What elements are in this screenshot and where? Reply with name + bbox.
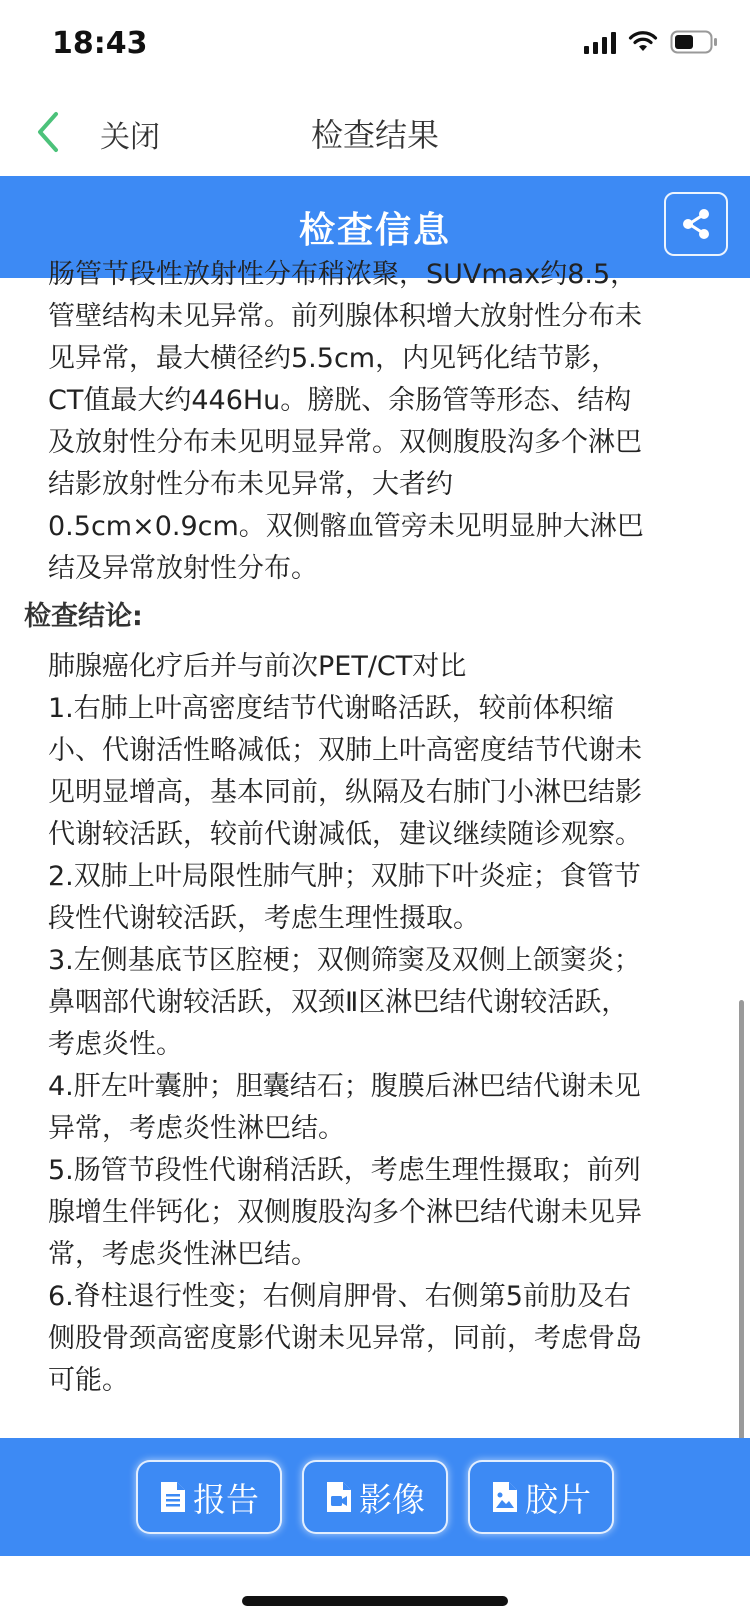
findings-line: 结影放射性分布未见异常，大者约 xyxy=(48,469,453,500)
cellular-signal-icon xyxy=(584,30,616,54)
conclusion-line: 1.右肺上叶高密度结节代谢略活跃，较前体积缩 xyxy=(48,693,614,724)
navigation-bar xyxy=(0,90,750,176)
share-button[interactable] xyxy=(664,192,728,256)
status-bar xyxy=(0,0,750,90)
conclusion-line: 见明显增高，基本同前，纵隔及右肺门小淋巴结影 xyxy=(48,777,642,808)
image-label: 影像 xyxy=(359,1479,425,1519)
findings-line: 结及异常放射性分布。 xyxy=(48,553,318,584)
findings-line: 肠管节段性放射性分布稍浓聚，SUVmax约8.5， xyxy=(48,259,638,290)
video-icon xyxy=(325,1480,353,1514)
findings-line: 0.5cm×0.9cm。双侧髂血管旁未见明显肿大淋巴 xyxy=(48,511,644,542)
film-button[interactable] xyxy=(468,1460,614,1534)
conclusion-label: 检查结论: xyxy=(24,601,143,632)
findings-line: 及放射性分布未见明显异常。双侧腹股沟多个淋巴 xyxy=(48,427,642,458)
findings-line: 见异常，最大横径约5.5cm，内见钙化结节影， xyxy=(48,343,619,374)
conclusion-line: 异常，考虑炎性淋巴结。 xyxy=(48,1113,345,1144)
conclusion-line: 腺增生伴钙化；双侧腹股沟多个淋巴结代谢未见异 xyxy=(48,1197,642,1228)
close-button[interactable]: 关闭 xyxy=(100,120,160,155)
document-icon xyxy=(159,1480,187,1514)
findings-line: CT值最大约446Hu。膀胱、余肠管等形态、结构 xyxy=(48,385,632,416)
findings-text xyxy=(48,254,712,590)
conclusion-line: 3.左侧基底节区腔梗；双侧筛窦及双侧上颌窦炎； xyxy=(48,945,641,976)
conclusion-line: 可能。 xyxy=(48,1365,129,1396)
page-title: 检查结果 xyxy=(310,116,439,154)
conclusion-line: 考虑炎性。 xyxy=(48,1029,183,1060)
bottom-toolbar xyxy=(0,1438,750,1556)
film-label: 胶片 xyxy=(525,1479,591,1519)
findings-line: 管壁结构未见异常。前列腺体积增大放射性分布未 xyxy=(48,301,642,332)
conclusion-line: 6.脊柱退行性变；右侧肩胛骨、右侧第5前肋及右 xyxy=(48,1281,631,1312)
conclusion-line: 代谢较活跃，较前代谢减低，建议继续随诊观察。 xyxy=(48,819,642,850)
conclusion-line: 小、代谢活性略减低；双肺上叶高密度结节代谢未 xyxy=(48,735,642,766)
conclusion-line: 4.肝左叶囊肿；胆囊结石；腹膜后淋巴结代谢未见 xyxy=(48,1071,641,1102)
section-title: 检查信息 xyxy=(298,210,451,251)
conclusion-line: 5.肠管节段性代谢稍活跃，考虑生理性摄取；前列 xyxy=(48,1155,641,1186)
image-button[interactable] xyxy=(302,1460,448,1534)
report-button[interactable] xyxy=(136,1460,282,1534)
scrollbar[interactable] xyxy=(739,1000,744,1440)
conclusion-line: 段性代谢较活跃，考虑生理性摄取。 xyxy=(48,903,480,934)
conclusion-line: 肺腺癌化疗后并与前次PET/CT对比 xyxy=(48,651,467,682)
conclusion-line: 鼻咽部代谢较活跃，双颈Ⅱ区淋巴结代谢较活跃， xyxy=(48,987,629,1018)
status-time: 18:43 xyxy=(52,26,148,61)
report-content[interactable] xyxy=(0,259,750,1438)
home-indicator[interactable] xyxy=(242,1596,508,1606)
battery-icon xyxy=(670,30,718,54)
conclusion-line: 常，考虑炎性淋巴结。 xyxy=(48,1239,318,1270)
wifi-icon xyxy=(628,31,658,53)
conclusion-text xyxy=(48,646,712,1402)
conclusion-line: 侧股骨颈高密度影代谢未见异常，同前，考虑骨岛 xyxy=(48,1323,642,1354)
share-icon xyxy=(678,206,714,242)
image-file-icon xyxy=(491,1480,519,1514)
conclusion-line: 2.双肺上叶局限性肺气肿；双肺下叶炎症；食管节 xyxy=(48,861,641,892)
status-icons xyxy=(584,30,718,54)
report-label: 报告 xyxy=(193,1479,259,1519)
